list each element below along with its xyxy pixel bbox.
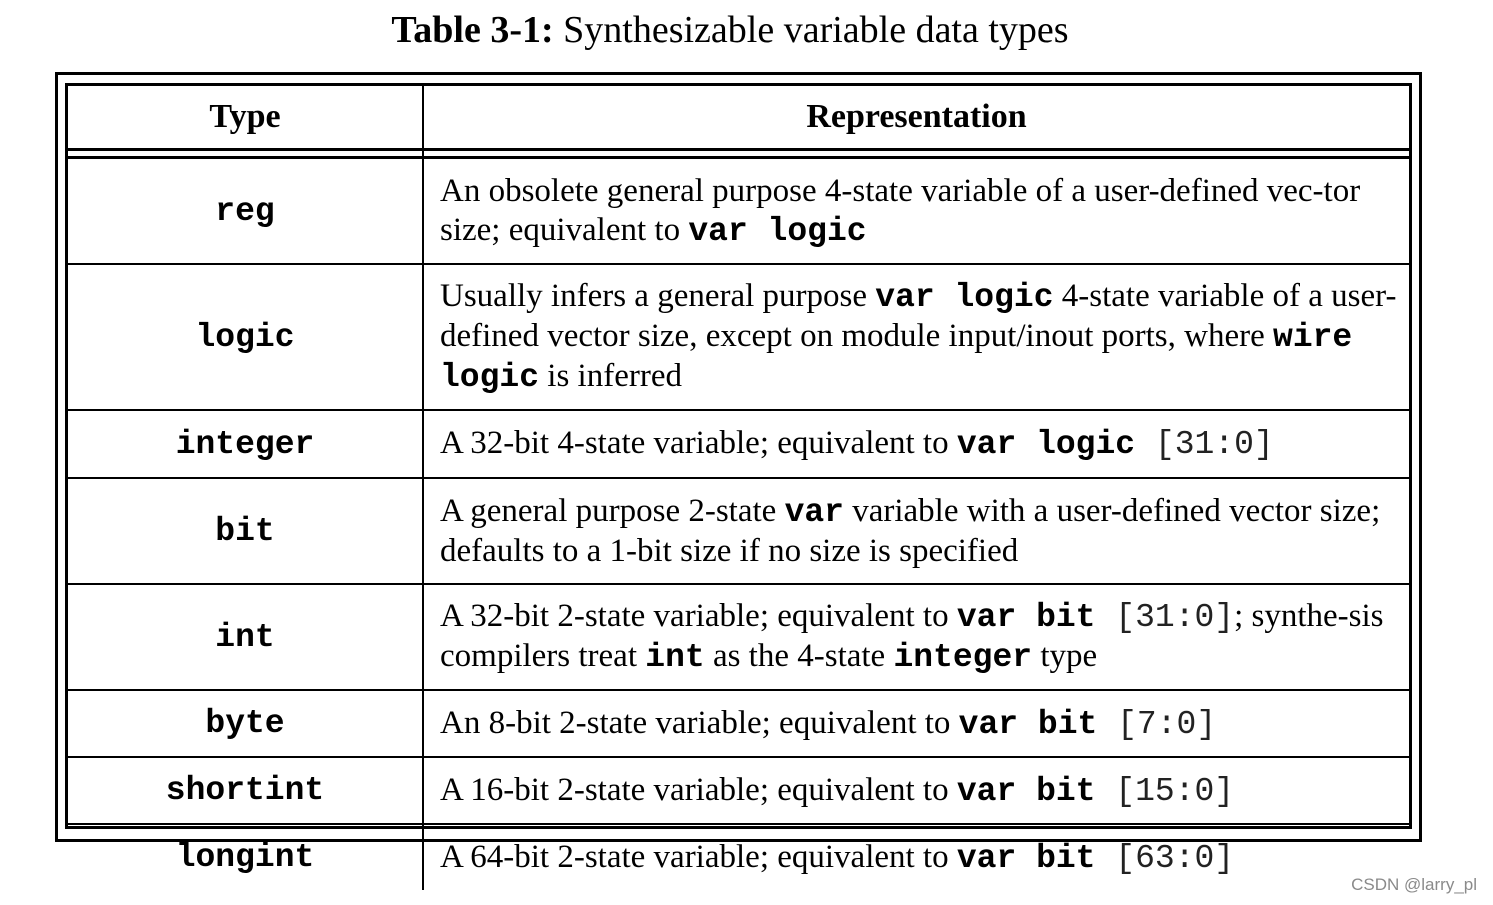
- table-row: [68, 757, 1409, 824]
- representation-cell: [423, 478, 1409, 584]
- type-cell: shortint: [68, 757, 423, 824]
- representation-text: A general purpose 2-state: [440, 492, 785, 529]
- code-keyword: var bit: [956, 772, 1096, 810]
- table-caption: [0, 8, 1460, 52]
- code-keyword: var bit: [958, 705, 1098, 743]
- code-keyword: var logic: [956, 426, 1136, 463]
- code-keyword: var: [784, 493, 844, 531]
- table-header-row: [68, 86, 1409, 150]
- representation-cell: [423, 690, 1409, 757]
- bit-range: [63:0]: [1095, 839, 1235, 877]
- table-inner-frame: [65, 83, 1412, 877]
- representation-cell: [423, 264, 1409, 410]
- bit-range: [15:0]: [1095, 772, 1235, 810]
- representation-cell: [423, 158, 1409, 265]
- header-separator: [68, 150, 1409, 158]
- table-row: [68, 690, 1409, 757]
- representation-text: 4-state variable of a user-defined vector size, except on module input/inout ports, where: [440, 278, 1397, 354]
- table-row: [68, 478, 1409, 584]
- representation-text: as the 4-state: [704, 638, 894, 674]
- code-keyword: int: [645, 639, 705, 676]
- representation-text: A 64-bit 2-state variable; equivalent to: [440, 838, 957, 875]
- header-representation: Representation: [423, 86, 1409, 150]
- representation-cell: [423, 757, 1409, 824]
- representation-cell: [423, 584, 1409, 690]
- table-outer-frame: [55, 72, 1422, 877]
- table-row: [68, 264, 1409, 410]
- table-caption-text: Synthesizable variable data types: [553, 9, 1069, 51]
- type-cell: bit: [68, 478, 423, 584]
- representation-text: Usually infers a general purpose: [440, 278, 876, 314]
- table-caption-label: Table 3-1:: [391, 9, 554, 51]
- table-row: [68, 584, 1409, 690]
- representation-text: A 16-bit 2-state variable; equivalent to: [440, 771, 957, 808]
- code-keyword: var bit: [956, 599, 1096, 636]
- table-row: [68, 824, 1409, 890]
- bit-range: [7:0]: [1097, 705, 1217, 743]
- representation-text: variable with a user-defined vector size; defaults to a 1-bit size if no size is specified: [440, 492, 1381, 569]
- bit-range: [31:0]: [1095, 599, 1235, 636]
- type-cell: int: [68, 584, 423, 690]
- representation-text: ; synthe-sis compilers treat: [440, 598, 1384, 674]
- table-row: [68, 158, 1409, 265]
- bit-range: [31:0]: [1135, 426, 1274, 463]
- code-keyword: var bit: [956, 839, 1096, 877]
- representation-cell: [423, 410, 1409, 478]
- code-keyword: integer: [893, 639, 1033, 676]
- header-separator-cell: [423, 150, 1409, 158]
- representation-text: type: [1032, 638, 1098, 674]
- header-separator-cell: [68, 150, 423, 158]
- type-cell: logic: [68, 264, 423, 410]
- representation-text: is inferred: [539, 358, 682, 394]
- code-keyword: wire logic: [440, 319, 1353, 396]
- code-keyword: var logic: [875, 279, 1054, 316]
- table-row: [68, 410, 1409, 478]
- representation-cell: [423, 824, 1409, 890]
- representation-text: An obsolete general purpose 4-state variable of a user-defined vec-tor size; equivalent to: [440, 172, 1361, 248]
- type-cell: reg: [68, 158, 423, 265]
- representation-text: A 32-bit 2-state variable; equivalent to: [440, 598, 957, 634]
- header-type: Type: [68, 86, 423, 150]
- type-cell: longint: [68, 824, 423, 890]
- type-cell: byte: [68, 690, 423, 757]
- representation-text: A 32-bit 4-state variable; equivalent to: [440, 425, 957, 461]
- representation-text: An 8-bit 2-state variable; equivalent to: [440, 704, 959, 741]
- code-keyword: var logic: [688, 212, 867, 250]
- data-types-table: [68, 86, 1409, 890]
- type-cell: integer: [68, 410, 423, 478]
- csdn-watermark: CSDN @larry_pl: [1351, 875, 1477, 894]
